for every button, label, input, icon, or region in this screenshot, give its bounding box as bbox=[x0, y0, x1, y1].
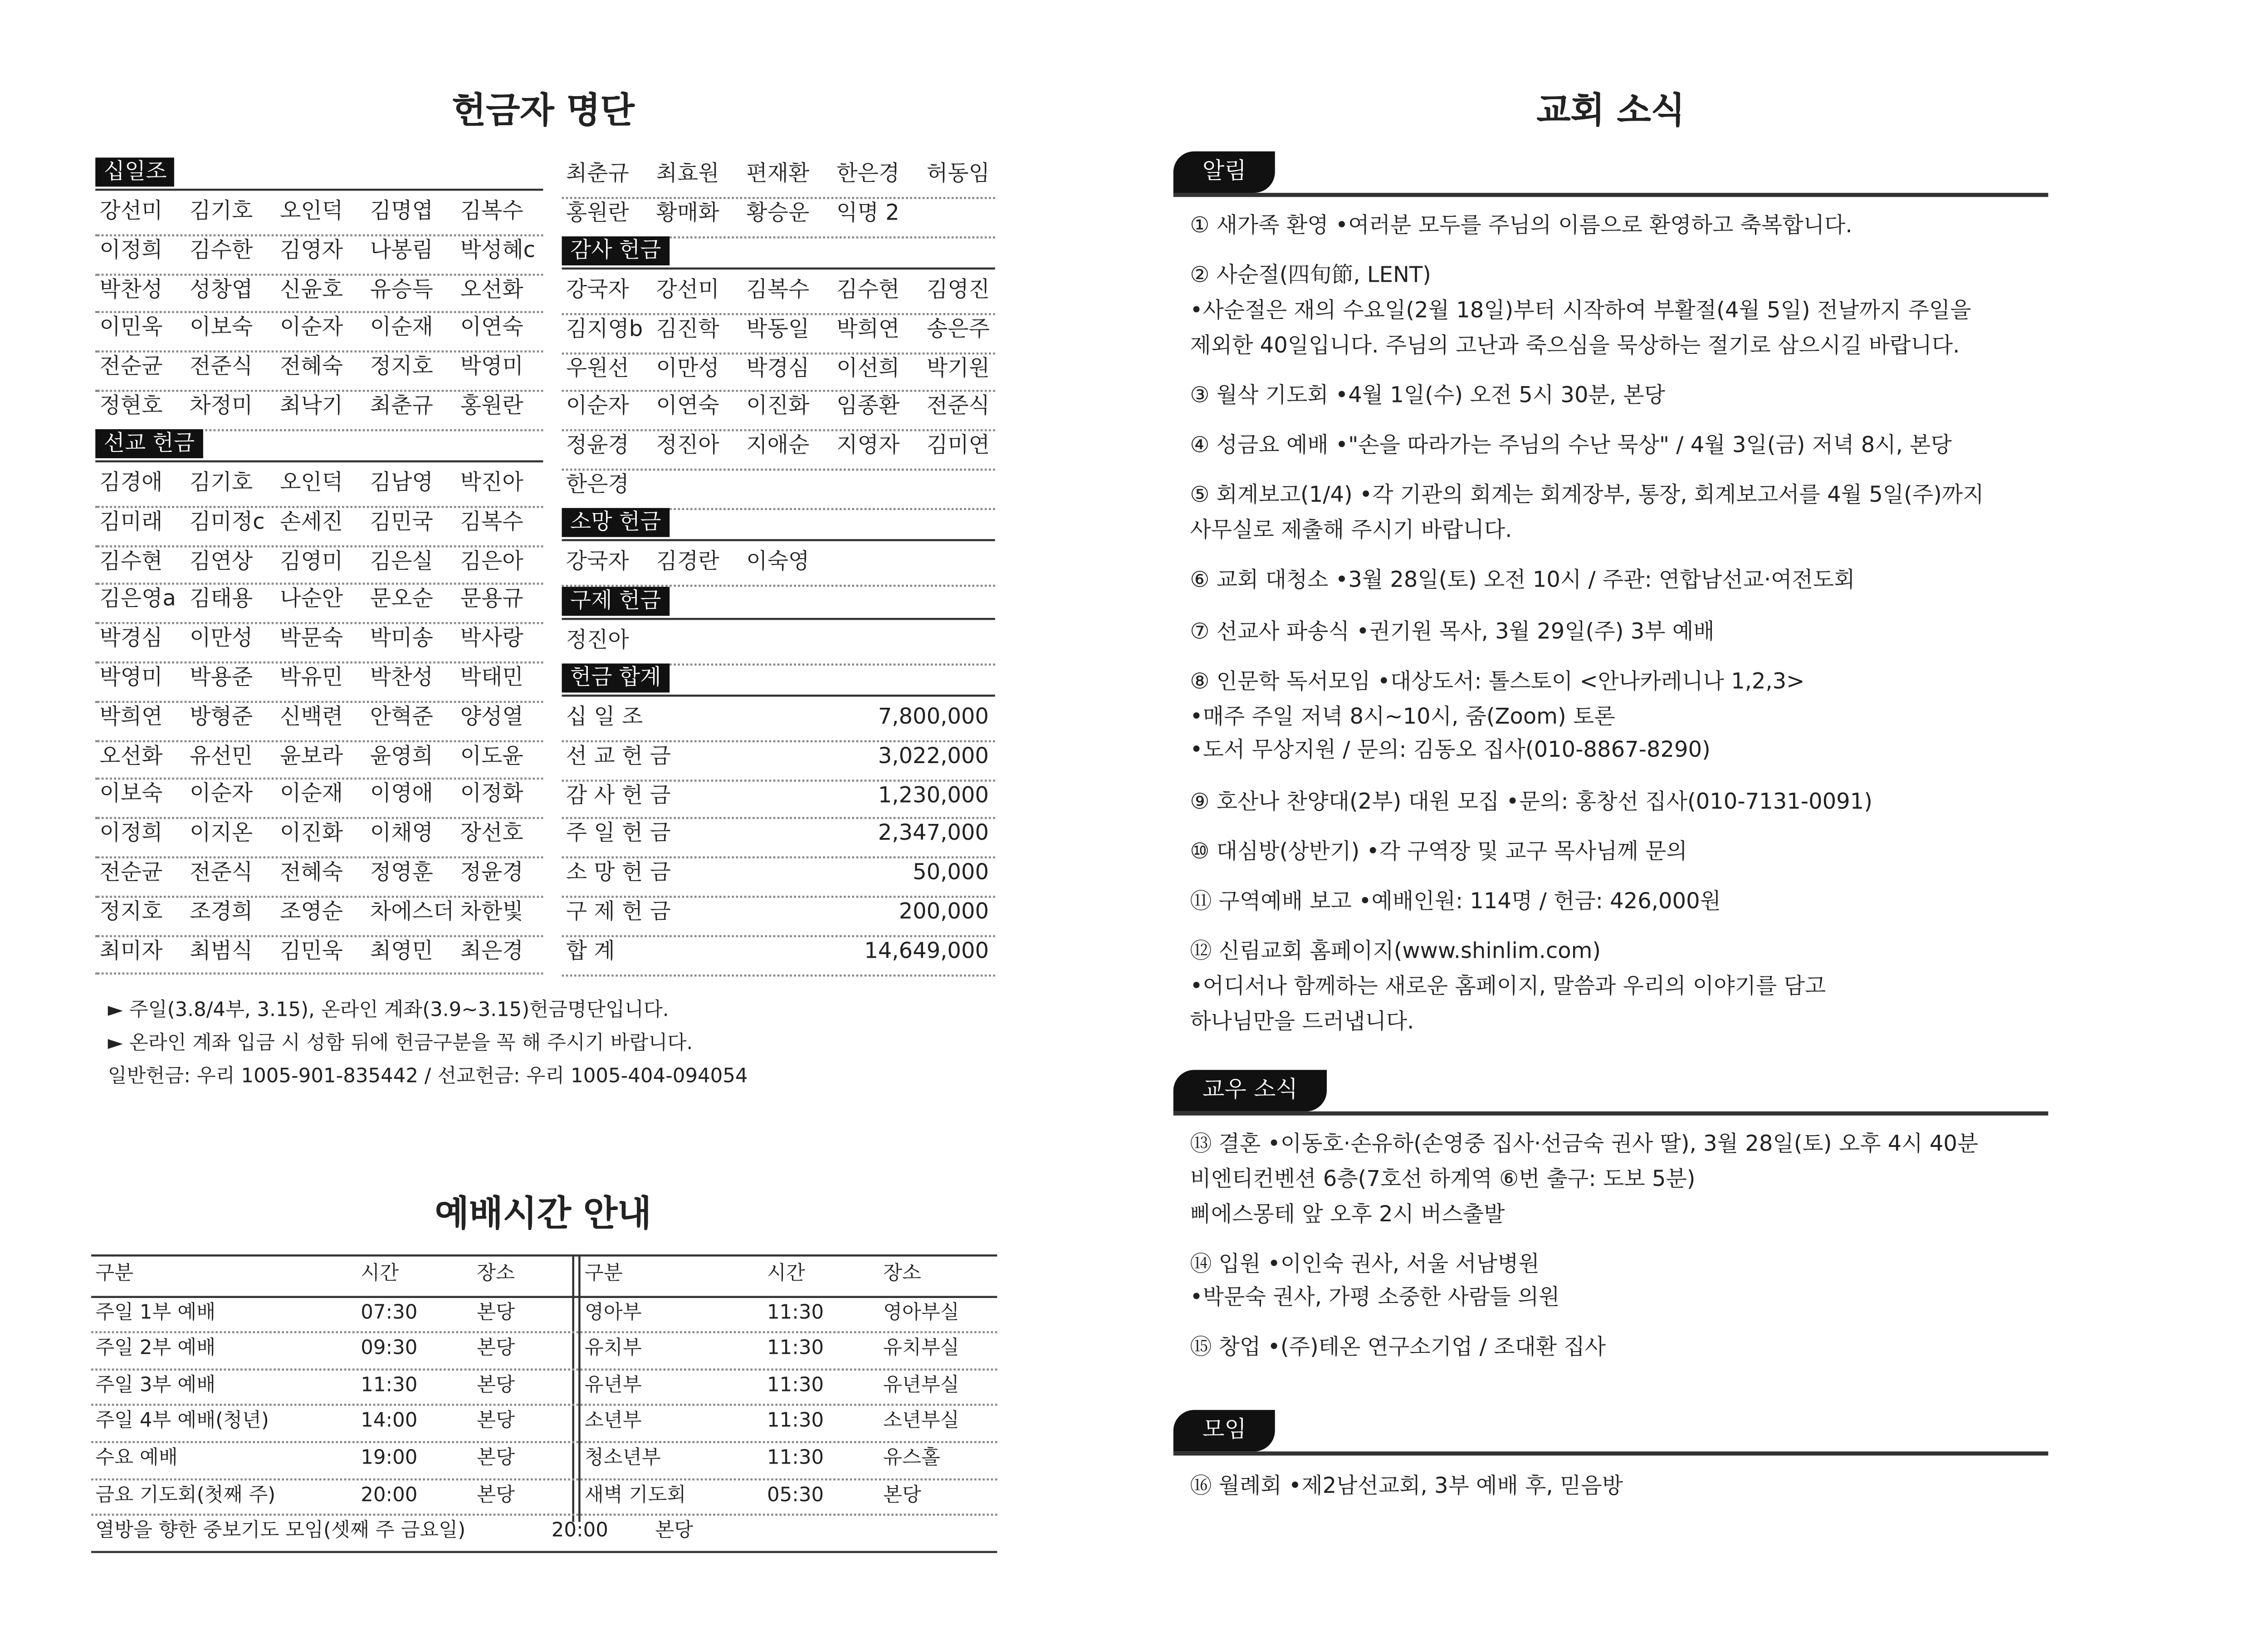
donor-name: 최춘규 bbox=[566, 162, 629, 187]
table-cell: 본당 bbox=[477, 1337, 515, 1361]
table-cell: 07:30 bbox=[361, 1301, 418, 1324]
row-divider bbox=[95, 234, 543, 236]
donor-name: 이만성 bbox=[190, 627, 253, 651]
donor-name: 전혜숙 bbox=[279, 860, 343, 886]
donor-name: 박동일 bbox=[746, 317, 810, 342]
total-amount: 3,022,000 bbox=[878, 744, 989, 769]
row-divider bbox=[91, 1368, 997, 1370]
news-line: ⑯ 월례회 •제2남선교회, 3부 예배 후, 믿음방 bbox=[1190, 1474, 1623, 1499]
news-line: ⑧ 인문학 독서모임 •대상도서: 톨스토이 <안나카레니나 1,2,3> bbox=[1190, 669, 1805, 695]
row-divider bbox=[562, 896, 995, 898]
donor-name: 박찬성 bbox=[99, 277, 163, 302]
total-amount: 50,000 bbox=[913, 861, 989, 886]
donor-name: 박경심 bbox=[99, 627, 163, 651]
donor-name: 최효원 bbox=[656, 162, 719, 187]
donor-name: 최춘규 bbox=[370, 394, 433, 419]
news-line: ⑩ 대심방(상반기) •각 구역장 및 교구 목사님께 문의 bbox=[1190, 839, 1687, 864]
donor-name: 임종환 bbox=[836, 395, 900, 420]
donors-note-2: ► 온라인 계좌 입금 시 성함 뒤에 헌금구분을 꼭 해 주시기 바랍니다. bbox=[108, 1033, 693, 1056]
donors-title: 헌금자 명단 bbox=[452, 91, 635, 133]
donor-name: 김복수 bbox=[746, 278, 810, 303]
donor-name: 이만성 bbox=[656, 356, 719, 381]
donor-name: 안혁준 bbox=[370, 704, 433, 730]
donor-name: 박문숙 bbox=[279, 627, 343, 651]
relief-label: 구제 헌금 bbox=[562, 587, 670, 616]
table-cell: 본당 bbox=[477, 1484, 515, 1507]
news-title: 교회 소식 bbox=[1536, 91, 1685, 133]
news-line: ⑥ 교회 대청소 •3월 28일(토) 오전 10시 / 주관: 연합남선교·여전도회 bbox=[1190, 569, 1855, 594]
donor-name: 전순균 bbox=[99, 860, 163, 886]
table-header: 구분 bbox=[95, 1263, 134, 1286]
donor-name: 나순안 bbox=[279, 588, 343, 613]
news-line: •매주 주일 저녁 8시~10시, 줌(Zoom) 토론 bbox=[1190, 704, 1615, 729]
news-line: 비엔티컨벤션 6층(7호선 하계역 ⑥번 출구: 도보 5분) bbox=[1190, 1167, 1696, 1192]
donor-name: 강국자 bbox=[566, 549, 629, 574]
donor-name: 정윤경 bbox=[566, 434, 629, 459]
donor-name: 최낙기 bbox=[279, 394, 343, 419]
news-line: 제외한 40일입니다. 주님의 고난과 죽으심을 묵상하는 절기로 삼으시길 바랍니다. bbox=[1190, 333, 1960, 358]
donor-name: 황매화 bbox=[656, 201, 719, 226]
donor-name: 김미연 bbox=[926, 434, 990, 459]
donor-name: 전순균 bbox=[99, 355, 163, 380]
row-divider bbox=[562, 313, 995, 315]
mission-label: 선교 헌금 bbox=[95, 429, 203, 458]
donor-name: 김영미 bbox=[279, 549, 343, 574]
donor-name: 익명 2 bbox=[836, 201, 899, 226]
table-cell: 20:00 bbox=[361, 1484, 418, 1507]
news-line: ⑫ 신림교회 홈페이지(www.shinlim.com) bbox=[1190, 940, 1601, 965]
donor-name: 우원선 bbox=[566, 356, 629, 381]
row-divider bbox=[95, 661, 543, 664]
table-cell: 20:00 bbox=[551, 1520, 608, 1543]
total-name: 주 일 헌 금 bbox=[566, 822, 671, 847]
donor-name: 윤보라 bbox=[279, 743, 343, 769]
total-amount: 1,230,000 bbox=[878, 783, 989, 808]
donor-name: 김민국 bbox=[370, 509, 433, 535]
donor-name: 김미정c bbox=[190, 509, 265, 535]
row-divider bbox=[562, 779, 995, 781]
total-name: 소 망 헌 금 bbox=[566, 861, 671, 886]
table-cell: 본당 bbox=[477, 1301, 515, 1324]
donor-name: 김민욱 bbox=[279, 938, 343, 964]
row-divider bbox=[562, 974, 995, 976]
donor-name: 최은경 bbox=[460, 938, 523, 964]
donor-name: 박유민 bbox=[279, 666, 343, 691]
donor-name: 문용규 bbox=[460, 588, 523, 613]
news-line: ⑬ 결혼 •이동호·손유하(손영중 집사·선금숙 권사 딸), 3월 28일(토) 오후 4시 40분 bbox=[1190, 1132, 1979, 1157]
donor-name: 성창엽 bbox=[190, 277, 253, 302]
donor-name: 한은경 bbox=[566, 473, 629, 498]
donor-name: 한은경 bbox=[836, 162, 900, 187]
donor-name: 김영진 bbox=[926, 278, 990, 303]
donor-name: 이순자 bbox=[279, 316, 343, 341]
table-cell: 09:30 bbox=[361, 1337, 418, 1361]
donor-name: 김은실 bbox=[370, 549, 433, 574]
donor-name: 이진화 bbox=[746, 395, 810, 420]
donor-name: 허동임 bbox=[926, 162, 990, 187]
donor-name: 문오순 bbox=[370, 588, 433, 613]
table-cell: 주일 1부 예배 bbox=[95, 1301, 216, 1324]
donor-name: 이정화 bbox=[460, 782, 523, 808]
table-cell: 본당 bbox=[655, 1520, 694, 1543]
donor-name: 김영자 bbox=[279, 238, 343, 263]
hope-label: 소망 헌금 bbox=[562, 508, 670, 537]
donor-name: 이정희 bbox=[99, 821, 163, 847]
table-cell: 청소년부 bbox=[584, 1447, 661, 1470]
row-divider bbox=[91, 1478, 997, 1480]
donor-name: 박사랑 bbox=[460, 627, 523, 651]
table-cell: 열방을 향한 중보기도 모임(셋째 주 금요일) bbox=[95, 1520, 466, 1543]
news-line: •도서 무상지원 / 문의: 김동오 집사(010-8867-8290) bbox=[1190, 739, 1711, 764]
table-cell: 본당 bbox=[883, 1484, 921, 1507]
donor-name: 정지호 bbox=[99, 899, 163, 925]
table-cell: 14:00 bbox=[361, 1411, 418, 1434]
row-divider bbox=[95, 544, 543, 547]
table-cell: 유년부 bbox=[584, 1374, 642, 1397]
section-notice: 알림 bbox=[1173, 152, 1276, 193]
donor-name: 조영순 bbox=[279, 899, 343, 925]
total-label: 헌금 합계 bbox=[562, 663, 670, 692]
donor-name: 이연숙 bbox=[460, 316, 523, 341]
total-name: 합 계 bbox=[566, 939, 615, 964]
table-header: 구분 bbox=[584, 1263, 623, 1286]
donor-name: 정영훈 bbox=[370, 860, 433, 886]
donor-name: 정현호 bbox=[99, 394, 163, 419]
table-cell: 영아부 bbox=[584, 1301, 642, 1324]
service-pastor bbox=[2245, 286, 2268, 313]
total-amount: 14,649,000 bbox=[864, 939, 989, 964]
donor-name: 박희연 bbox=[836, 317, 900, 342]
table-cell: 수요 예배 bbox=[95, 1447, 178, 1470]
table-header: 시간 bbox=[361, 1263, 399, 1286]
donor-name: 강선미 bbox=[99, 199, 163, 224]
donor-name: 차한빛 bbox=[460, 899, 523, 925]
donor-name: 박찬성 bbox=[370, 666, 433, 691]
donor-name: 이진화 bbox=[279, 821, 343, 847]
news-line: ① 새가족 환영 •여러분 모두를 주님의 이름으로 환영하고 축복합니다. bbox=[1190, 213, 1853, 239]
donor-name: 김기호 bbox=[190, 470, 253, 496]
table-header: 장소 bbox=[477, 1263, 515, 1286]
tithe-label: 십일조 bbox=[95, 157, 175, 186]
donor-name: 신윤호 bbox=[279, 277, 343, 302]
row-divider bbox=[562, 935, 995, 937]
donor-name: 장선호 bbox=[460, 821, 523, 847]
news-line: 삐에스몽테 앞 오후 2시 버스출발 bbox=[1190, 1201, 1505, 1227]
donor-name: 강선미 bbox=[656, 278, 719, 303]
table-cell: 11:30 bbox=[767, 1374, 824, 1397]
donor-name: 차에스더 bbox=[370, 899, 455, 925]
donor-name: 박성혜c bbox=[460, 238, 536, 263]
donor-name: 최범식 bbox=[190, 938, 253, 964]
news-line: •박문숙 권사, 가평 소중한 사람들 의원 bbox=[1190, 1286, 1560, 1312]
total-name: 십 일 조 bbox=[566, 705, 643, 730]
donor-name: 정지호 bbox=[370, 355, 433, 380]
donor-name: 편재환 bbox=[746, 162, 810, 187]
table-cell: 11:30 bbox=[767, 1411, 824, 1434]
total-amount: 7,800,000 bbox=[878, 705, 989, 730]
donor-name: 김명엽 bbox=[370, 199, 433, 224]
donor-name: 박미송 bbox=[370, 627, 433, 651]
donor-name: 홍원란 bbox=[460, 394, 523, 419]
donor-name: 이선희 bbox=[836, 356, 900, 381]
donor-name: 김태용 bbox=[190, 588, 253, 613]
donor-name: 김수한 bbox=[190, 238, 253, 263]
donor-name: 방형준 bbox=[190, 704, 253, 730]
row-divider bbox=[95, 857, 543, 859]
table-cell: 11:30 bbox=[767, 1337, 824, 1361]
news-line: ⑨ 호산나 찬양대(2부) 대원 모집 •문의: 홍창선 집사(010-7131-0091) bbox=[1190, 789, 1872, 814]
donor-name: 이보숙 bbox=[190, 316, 253, 341]
section-meetings: 모임 bbox=[1173, 1410, 1276, 1451]
donor-name: 홍원란 bbox=[566, 201, 629, 226]
donor-name: 김은영a bbox=[99, 588, 176, 613]
table-cell: 주일 3부 예배 bbox=[95, 1374, 216, 1397]
news-line: ⑭ 입원 •이인숙 권사, 서울 서남병원 bbox=[1190, 1251, 1540, 1277]
donor-name: 김기호 bbox=[190, 199, 253, 224]
table-cell: 금요 기도회(첫째 주) bbox=[95, 1484, 276, 1507]
donor-name: 정진아 bbox=[566, 628, 629, 653]
donor-name: 김지영b bbox=[566, 317, 643, 342]
row-divider bbox=[562, 391, 995, 393]
donor-name: 이순자 bbox=[190, 782, 253, 808]
table-cell: 유치부 bbox=[584, 1337, 642, 1361]
table-cell: 유스홀 bbox=[883, 1447, 940, 1470]
donor-name: 지영자 bbox=[836, 434, 900, 459]
table-header: 시간 bbox=[767, 1263, 805, 1286]
donor-name: 이보숙 bbox=[99, 782, 163, 808]
row-divider bbox=[91, 1332, 997, 1334]
donor-name: 박영미 bbox=[99, 666, 163, 691]
table-cell: 본당 bbox=[477, 1374, 515, 1397]
donor-name: 박영미 bbox=[460, 355, 523, 380]
table-bottom bbox=[91, 1551, 997, 1553]
donor-name: 이도윤 bbox=[460, 743, 523, 769]
section-members: 교우 소식 bbox=[1173, 1070, 1327, 1111]
news-line: ⑦ 선교사 파송식 •권기원 목사, 3월 29일(주) 3부 예배 bbox=[1190, 619, 1715, 644]
news-line: ④ 성금요 예배 •"손을 따라가는 주님의 수난 묵상" / 4월 3일(금) 저녁 8시, 본당 bbox=[1190, 434, 1952, 459]
row-divider bbox=[95, 700, 543, 703]
row-divider bbox=[562, 584, 995, 587]
row-divider bbox=[562, 740, 995, 742]
table-cell: 19:00 bbox=[361, 1447, 418, 1470]
donors-note-1: ► 주일(3.8/4부, 3.15), 온라인 계좌(3.9~3.15)헌금명단입니다. bbox=[108, 999, 669, 1023]
table-cell: 11:30 bbox=[767, 1301, 824, 1324]
row-divider bbox=[95, 505, 543, 508]
header-divider bbox=[91, 1295, 997, 1298]
row-divider bbox=[91, 1441, 997, 1443]
news-line: 사무실로 제출해 주시기 바랍니다. bbox=[1190, 519, 1512, 544]
donor-name: 김진학 bbox=[656, 317, 719, 342]
total-name: 선 교 헌 금 bbox=[566, 744, 671, 769]
donor-name: 이지온 bbox=[190, 821, 253, 847]
row-divider bbox=[95, 351, 543, 353]
donor-name: 강국자 bbox=[566, 278, 629, 303]
donor-name: 지애순 bbox=[746, 434, 810, 459]
donor-name: 차정미 bbox=[190, 394, 253, 419]
donor-name: 박경심 bbox=[746, 356, 810, 381]
donor-name: 이채영 bbox=[370, 821, 433, 847]
donor-name: 이연숙 bbox=[656, 395, 719, 420]
news-line: ② 사순절(四旬節, LENT) bbox=[1190, 264, 1431, 289]
donor-name: 김경애 bbox=[99, 470, 163, 496]
donor-name: 신백련 bbox=[279, 704, 343, 730]
row-divider bbox=[91, 1514, 997, 1516]
donor-name: 황승운 bbox=[746, 201, 810, 226]
table-header: 장소 bbox=[883, 1263, 921, 1286]
row-divider bbox=[95, 779, 543, 781]
donor-name: 박희연 bbox=[99, 704, 163, 730]
row-divider bbox=[95, 312, 543, 314]
donor-name: 최미자 bbox=[99, 938, 163, 964]
row-divider bbox=[562, 818, 995, 820]
news-line: ③ 월삭 기도회 •4월 1일(수) 오전 5시 30분, 본당 bbox=[1190, 383, 1666, 409]
donor-name: 김복수 bbox=[460, 199, 523, 224]
donor-name: 이숙영 bbox=[746, 549, 810, 574]
donor-name: 최영민 bbox=[370, 938, 433, 964]
service-time bbox=[2245, 255, 2268, 282]
table-cell: 유년부실 bbox=[883, 1374, 959, 1397]
row-divider bbox=[562, 469, 995, 471]
table-cell: 본당 bbox=[477, 1447, 515, 1470]
donor-name: 김은아 bbox=[460, 549, 523, 574]
row-divider bbox=[562, 352, 995, 354]
row-divider bbox=[562, 430, 995, 432]
donor-name: 박기원 bbox=[926, 356, 990, 381]
donor-name: 김수현 bbox=[99, 549, 163, 574]
donor-name: 박용준 bbox=[190, 666, 253, 691]
row-divider bbox=[95, 895, 543, 897]
row-divider bbox=[95, 583, 543, 586]
donor-name: 윤영희 bbox=[370, 743, 433, 769]
news-line: ⑮ 창업 •(주)테온 연구소기업 / 조대환 집사 bbox=[1190, 1336, 1606, 1361]
table-cell: 본당 bbox=[477, 1411, 515, 1434]
table-cell: 11:30 bbox=[361, 1374, 418, 1397]
donor-name: 박진아 bbox=[460, 470, 523, 496]
donor-name: 오인덕 bbox=[279, 199, 343, 224]
donor-name: 이정희 bbox=[99, 238, 163, 263]
donor-name: 유선민 bbox=[190, 743, 253, 769]
row-divider bbox=[95, 740, 543, 742]
donor-name: 전준식 bbox=[190, 860, 253, 886]
donor-name: 이순자 bbox=[566, 395, 629, 420]
donor-name: 오인덕 bbox=[279, 470, 343, 496]
donor-name: 김미래 bbox=[99, 509, 163, 535]
row-divider bbox=[95, 390, 543, 392]
donor-name: 이순재 bbox=[279, 782, 343, 808]
row-divider bbox=[95, 973, 543, 975]
donor-name: 김복수 bbox=[460, 509, 523, 535]
worship-times-title: 예배시간 안내 bbox=[435, 1194, 652, 1236]
table-cell: 주일 4부 예배(청년) bbox=[95, 1411, 269, 1434]
row-divider bbox=[95, 273, 543, 275]
donor-name: 이민욱 bbox=[99, 316, 163, 341]
total-name: 감 사 헌 금 bbox=[566, 783, 671, 808]
donor-name: 김수현 bbox=[836, 278, 900, 303]
donor-name: 김연상 bbox=[190, 549, 253, 574]
donor-name: 손세진 bbox=[279, 509, 343, 535]
row-divider bbox=[95, 934, 543, 936]
donor-name: 조경희 bbox=[190, 899, 253, 925]
news-line: ⑪ 구역예배 보고 •예배인원: 114명 / 헌금: 426,000원 bbox=[1190, 889, 1721, 915]
donor-name: 양성열 bbox=[460, 704, 523, 730]
donor-name: 정윤경 bbox=[460, 860, 523, 886]
table-cell: 영아부실 bbox=[883, 1301, 959, 1324]
table-cell: 소년부실 bbox=[883, 1411, 959, 1434]
table-cell: 유치부실 bbox=[883, 1337, 959, 1361]
total-amount: 200,000 bbox=[899, 900, 989, 925]
row-divider bbox=[95, 818, 543, 820]
donor-name: 전혜숙 bbox=[279, 355, 343, 380]
total-name: 구 제 헌 금 bbox=[566, 900, 671, 925]
table-cell: 05:30 bbox=[767, 1484, 824, 1507]
donor-name: 나봉림 bbox=[370, 238, 433, 263]
donor-name: 오선화 bbox=[460, 277, 523, 302]
donor-name: 전준식 bbox=[190, 355, 253, 380]
news-line: •어디서나 함께하는 새로운 홈페이지, 말씀과 우리의 이야기를 담고 bbox=[1190, 975, 1826, 999]
donor-name: 송은주 bbox=[926, 317, 990, 342]
donor-name: 이영애 bbox=[370, 782, 433, 808]
donor-name: 정진아 bbox=[656, 434, 719, 459]
donor-name: 오선화 bbox=[99, 743, 163, 769]
thanks-label: 감사 헌금 bbox=[562, 236, 670, 265]
row-divider bbox=[562, 857, 995, 859]
row-divider bbox=[95, 622, 543, 625]
donor-name: 전준식 bbox=[926, 395, 990, 420]
news-line: 하나님만을 드러냅니다. bbox=[1190, 1009, 1414, 1034]
donor-name: 김남영 bbox=[370, 470, 433, 496]
donor-name: 박태민 bbox=[460, 666, 523, 691]
table-cell: 소년부 bbox=[584, 1411, 642, 1434]
news-line: •사순절은 재의 수요일(2월 18일)부터 시작하여 부활절(4월 5일) 전날까지 주일을 bbox=[1190, 299, 1971, 323]
row-divider bbox=[562, 196, 995, 199]
table-cell: 11:30 bbox=[767, 1447, 824, 1470]
donor-name: 유승득 bbox=[370, 277, 433, 302]
donors-note-3: 일반헌금: 우리 1005-901-835442 / 선교헌금: 우리 1005-404-094054 bbox=[108, 1066, 748, 1089]
donor-name: 이순재 bbox=[370, 316, 433, 341]
table-cell: 새벽 기도회 bbox=[584, 1484, 686, 1507]
donor-name: 김경란 bbox=[656, 549, 719, 574]
row-divider bbox=[91, 1405, 997, 1407]
total-amount: 2,347,000 bbox=[878, 822, 989, 847]
news-line: ⑤ 회계보고(1/4) •각 기관의 회계는 회계장부, 통장, 회계보고서를 4월 5일(주)까지 bbox=[1190, 484, 1984, 509]
table-cell: 주일 2부 예배 bbox=[95, 1337, 216, 1361]
